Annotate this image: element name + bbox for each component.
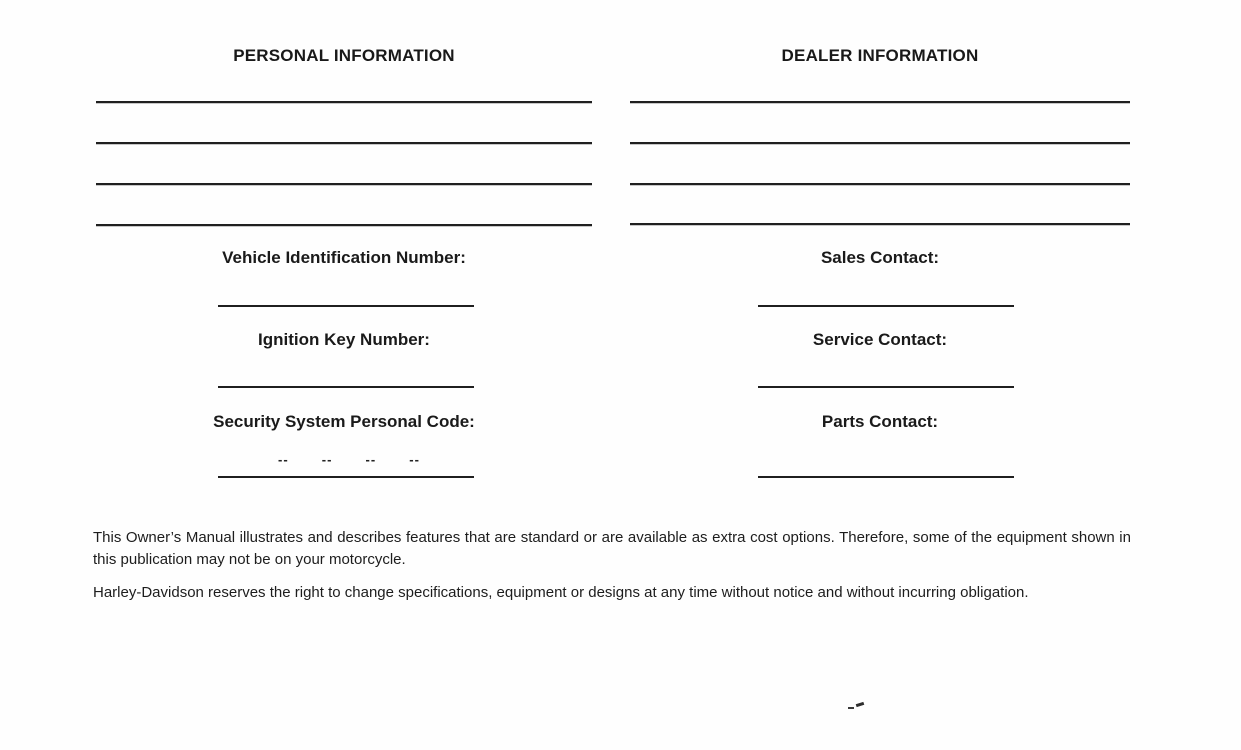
specifications-disclaimer-paragraph: Harley-Davidson reserves the right to change specifications, equipment or designs at any time without notice and without incurring obligation. [93, 584, 1029, 601]
security-code-label: Security System Personal Code: [213, 412, 475, 431]
security-code-dash-1: -- [278, 451, 289, 467]
scan-artifact-mark [848, 701, 864, 711]
parts-contact-label: Parts Contact: [821, 412, 939, 431]
security-code-dash-4: -- [409, 451, 420, 467]
personal-write-in-line-1 [96, 101, 592, 103]
options-disclaimer-paragraph: This Owner’s Manual illustrates and describes features that are standard or are available as extra cost options. Therefore, some of the equipment shown in this publication may not be on your motorcycle. [93, 529, 1131, 568]
security-code-write-line [218, 476, 474, 478]
personal-information-title: PERSONAL INFORMATION [233, 46, 455, 65]
sales-contact-write-line [758, 305, 1014, 307]
vin-label: Vehicle Identification Number: [222, 248, 466, 267]
personal-write-in-line-4 [96, 224, 592, 226]
sales-contact-label: Sales Contact: [820, 248, 940, 267]
ignition-key-label: Ignition Key Number: [258, 330, 430, 349]
personal-write-in-line-2 [96, 142, 592, 144]
dealer-write-in-line-4 [630, 223, 1130, 225]
service-contact-label: Service Contact: [812, 330, 948, 349]
security-code-dash-3: -- [365, 451, 377, 467]
personal-write-in-line-3 [96, 183, 592, 185]
dealer-write-in-line-3 [630, 183, 1130, 185]
dealer-write-in-line-1 [630, 101, 1130, 103]
dealer-write-in-line-2 [630, 142, 1130, 144]
ignition-key-write-line [218, 386, 474, 388]
vin-write-line [218, 305, 474, 307]
service-contact-write-line [758, 386, 1014, 388]
security-code-dash-2: -- [321, 451, 333, 467]
parts-contact-write-line [758, 476, 1014, 478]
security-code-dash-row [278, 452, 420, 466]
dealer-information-title: DEALER INFORMATION [781, 46, 979, 65]
